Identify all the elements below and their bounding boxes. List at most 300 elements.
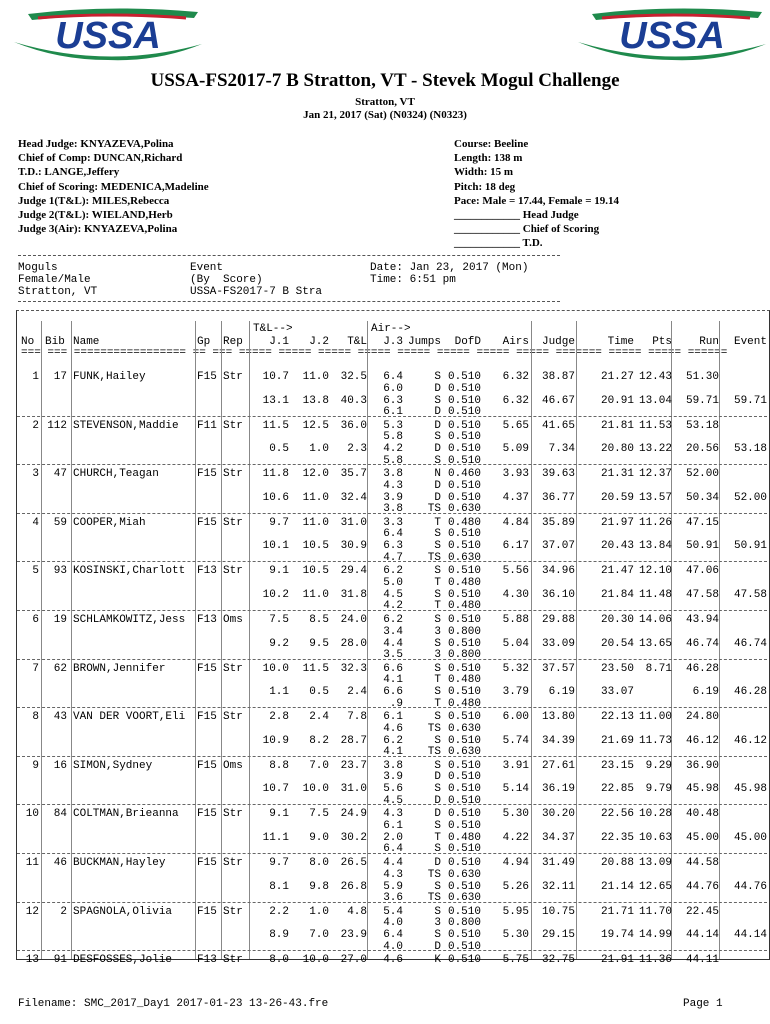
athlete-1-run1-judge: 38.87: [541, 371, 575, 383]
athlete-4-run1-tl: 31.0: [340, 516, 367, 529]
athlete-11-run2-airs: 5.26: [502, 880, 529, 893]
athlete-8-run1-j3-2: 4.6: [383, 722, 403, 735]
athlete-12-run1-dofd-1: 0.510: [447, 905, 481, 918]
athlete-4-gp: F15: [197, 516, 217, 529]
athlete-3-gp: F15: [197, 468, 217, 481]
athlete-11-run2-run: 44.76: [685, 880, 719, 893]
header-j2: J.2: [309, 336, 329, 348]
athlete-11-run2-j2: 9.8: [309, 880, 329, 893]
footer-page: Page 1: [683, 998, 723, 1010]
athlete-9-run2-j3-2: 4.5: [383, 794, 403, 807]
athlete-10-run1-jump-2: S: [434, 819, 441, 832]
athlete-11-gp: F15: [197, 857, 217, 869]
athlete-11-run1-judge: 31.49: [541, 857, 575, 869]
officials-left: [18, 137, 209, 236]
athlete-4-run1-j3-2: 6.4: [383, 528, 403, 541]
athlete-13-run1-dofd-1: 0.510: [447, 954, 481, 967]
athlete-8-run1-jump-1: S: [434, 711, 441, 724]
athlete-12-event: 44.14: [733, 929, 767, 942]
athlete-13-gp: F13: [197, 954, 217, 967]
athlete-7-run1-time: 23.50: [600, 662, 634, 675]
athlete-4-run2-tl: 30.9: [340, 540, 367, 553]
athlete-9-run1-jump-2: D: [434, 771, 441, 784]
athlete-10-name: COLTMAN,Brieanna: [73, 808, 179, 821]
athlete-3-run2-j3-1: 3.9: [383, 491, 403, 504]
athlete-8-run2-airs: 5.74: [502, 734, 529, 747]
athlete-2-run1-jump-2: S: [434, 431, 441, 444]
athlete-1-run1-time: 21.27: [600, 371, 634, 383]
athlete-12-name: SPAGNOLA,Olivia: [73, 905, 173, 918]
athlete-9-run1-judge: 27.61: [541, 759, 575, 772]
athlete-7-run1-j2: 11.5: [302, 662, 329, 675]
athlete-8-run2-jump-2: TS: [427, 746, 441, 759]
athlete-10-run1-airs: 5.30: [502, 808, 529, 821]
athlete-3-run1-jump-2: D: [434, 479, 441, 492]
athlete-5-run2-j1: 10.2: [262, 588, 289, 601]
athlete-5-run1-j1: 9.1: [269, 565, 289, 578]
athlete-8-rep: Str: [223, 711, 243, 724]
athlete-5-run1-j3-2: 5.0: [383, 576, 403, 589]
athlete-7-run2-airs: 3.79: [502, 686, 529, 699]
athlete-5-run1-jump-1: S: [434, 565, 441, 578]
athlete-6-run1-j2: 8.5: [309, 614, 329, 626]
athlete-10-no: 10: [25, 808, 39, 821]
athlete-3-run1-pts: 12.37: [638, 468, 672, 481]
ussa-logo-right: [572, 4, 770, 64]
athlete-7-run2-j3-1: 6.6: [383, 686, 403, 699]
athlete-4-run2-airs: 6.17: [502, 540, 529, 553]
athlete-5-run1-time: 21.47: [600, 565, 634, 578]
athlete-6-run2-run: 46.74: [685, 637, 719, 650]
athlete-8-run2-run: 46.12: [685, 734, 719, 747]
athlete-11-no: 11: [25, 857, 39, 869]
column-separator: [41, 321, 42, 959]
athlete-6-run2-j1: 9.2: [269, 637, 289, 650]
athlete-4-run2-dofd-2: 0.630: [447, 551, 481, 564]
official-td: T.D.: LANGE,Jeffery: [18, 166, 120, 179]
athlete-10-run2-j3-1: 2.0: [383, 831, 403, 844]
athlete-10-run1-tl: 24.9: [340, 808, 367, 821]
athlete-4-run1-j1: 9.7: [269, 516, 289, 529]
athlete-2-gp: F11: [197, 419, 217, 432]
row-separator: [17, 464, 767, 465]
athlete-11-run1-jump-1: D: [434, 857, 441, 869]
logo-text-right: USSA: [619, 15, 725, 57]
athlete-5-run1-dofd-2: 0.480: [447, 576, 481, 589]
header-j1: J.1: [269, 336, 289, 348]
athlete-7-run1-j1: 10.0: [262, 662, 289, 675]
athlete-3-run1-jump-1: N: [434, 468, 441, 481]
athlete-1-run1-j3-1: 6.4: [383, 371, 403, 383]
athlete-7-run1-j3-1: 6.6: [383, 662, 403, 675]
athlete-4-run2-jump-2: TS: [427, 551, 441, 564]
athlete-8-no: 8: [32, 711, 39, 724]
athlete-3-run1-time: 21.31: [600, 468, 634, 481]
athlete-12-run2-j1: 8.9: [269, 929, 289, 942]
athlete-4-run2-run: 50.91: [685, 540, 719, 553]
athlete-8-run2-tl: 28.7: [340, 734, 367, 747]
athlete-12-run1-judge: 10.75: [541, 905, 575, 918]
athlete-3-run2-pts: 13.57: [638, 491, 672, 504]
athlete-6-run2-jump-2: 3: [434, 649, 441, 661]
athlete-6-run1-airs: 5.88: [502, 614, 529, 626]
athlete-12-run1-j3-1: 5.4: [383, 905, 403, 918]
athlete-9-run1-j3-2: 3.9: [383, 771, 403, 784]
event-discipline: Moguls: [18, 262, 58, 274]
athlete-3-run2-airs: 4.37: [502, 491, 529, 504]
athlete-6-run2-jump-1: S: [434, 637, 441, 650]
athlete-12-run1-jump-2: 3: [434, 917, 441, 930]
athlete-8-run1-j3-1: 6.1: [383, 711, 403, 724]
athlete-9-run2-run: 45.98: [685, 783, 719, 796]
athlete-11-bib: 46: [53, 857, 67, 869]
athlete-4-run2-time: 20.43: [600, 540, 634, 553]
athlete-1-run2-j2: 13.8: [302, 394, 329, 407]
athlete-8-run2-j3-1: 6.2: [383, 734, 403, 747]
athlete-9-rep: Oms: [223, 759, 243, 772]
athlete-7-run1-pts: 8.71: [645, 662, 672, 675]
athlete-8-run1-pts: 11.00: [638, 711, 672, 724]
athlete-3-run2-dofd-1: 0.510: [447, 491, 481, 504]
athlete-9-run2-judge: 36.19: [541, 783, 575, 796]
athlete-11-run1-time: 20.88: [600, 857, 634, 869]
athlete-3-run1-j2: 12.0: [302, 468, 329, 481]
athlete-12-run2-run: 44.14: [685, 929, 719, 942]
athlete-9-run2-airs: 5.14: [502, 783, 529, 796]
athlete-12-run1-j1: 2.2: [269, 905, 289, 918]
athlete-6-run1-jump-1: S: [434, 614, 441, 626]
athlete-6-run2-dofd-2: 0.800: [447, 649, 481, 661]
athlete-8-gp: F15: [197, 711, 217, 724]
athlete-1-run1-j1: 10.7: [262, 371, 289, 383]
athlete-9-run2-jump-1: S: [434, 783, 441, 796]
athlete-5-run2-tl: 31.8: [340, 588, 367, 601]
athlete-4-run1-jump-1: T: [434, 516, 441, 529]
athlete-7-run2-judge: 6.19: [548, 686, 575, 699]
athlete-3-run1-run: 52.00: [685, 468, 719, 481]
athlete-10-run1-run: 40.48: [685, 808, 719, 821]
athlete-4-rep: Str: [223, 516, 243, 529]
athlete-2-run2-jump-1: D: [434, 443, 441, 456]
athlete-3-run2-tl: 32.4: [340, 491, 367, 504]
athlete-1-run2-j1: 13.1: [262, 394, 289, 407]
header-underline: === === ================= == === ===== ===== ===== ===== ===== ===== ===== ===== ======= ===== ===== ======: [21, 347, 728, 359]
athlete-5-run2-jump-2: T: [434, 600, 441, 613]
athlete-11-run2-j3-2: 3.6: [383, 892, 403, 904]
official-judge-3: Judge 3(Air): KNYAZEVA,Polina: [18, 223, 178, 236]
athlete-10-run2-j2: 9.0: [309, 831, 329, 844]
logo-text-left: USSA: [55, 15, 161, 57]
athlete-11-run2-jump-2: TS: [427, 892, 441, 904]
signature-td: ____________ T.D.: [454, 237, 543, 250]
athlete-8-run1-dofd-1: 0.510: [447, 711, 481, 724]
column-separator: [249, 321, 250, 959]
athlete-12-run1-j3-2: 4.0: [383, 917, 403, 930]
athlete-9-run2-j2: 10.0: [302, 783, 329, 796]
athlete-4-run1-airs: 4.84: [502, 516, 529, 529]
athlete-2-run2-j3-1: 4.2: [383, 443, 403, 456]
athlete-1-run1-jump-2: D: [434, 382, 441, 395]
athlete-7-run2-j3-2: .9: [389, 697, 403, 710]
athlete-3-run1-j1: 11.8: [262, 468, 289, 481]
athlete-10-run2-jump-1: T: [434, 831, 441, 844]
event-col-3: [370, 262, 528, 286]
athlete-13-rep: Str: [223, 954, 243, 967]
athlete-8-run2-jump-1: S: [434, 734, 441, 747]
athlete-6-run1-jump-2: 3: [434, 625, 441, 638]
athlete-7-run2-dofd-2: 0.480: [447, 697, 481, 710]
header-group-air: Air-->: [371, 323, 411, 335]
athlete-9-run1-dofd-2: 0.510: [447, 771, 481, 784]
athlete-1-rep: Str: [223, 371, 243, 383]
athlete-13-run1-tl: 27.0: [340, 954, 367, 967]
athlete-4-run2-judge: 37.07: [541, 540, 575, 553]
athlete-10-run1-judge: 30.20: [541, 808, 575, 821]
event-label: Event: [190, 262, 224, 274]
athlete-3-bib: 47: [53, 468, 67, 481]
athlete-4-run1-run: 47.15: [685, 516, 719, 529]
athlete-7-run1-run: 46.28: [685, 662, 719, 675]
athlete-12-run1-j2: 1.0: [309, 905, 329, 918]
athlete-6-run2-dofd-1: 0.510: [447, 637, 481, 650]
athlete-2-run2-run: 20.56: [685, 443, 719, 456]
athlete-11-run1-j3-2: 4.3: [383, 868, 403, 881]
athlete-8-name: VAN DER VOORT,Eli: [73, 711, 186, 724]
athlete-10-run2-tl: 30.2: [340, 831, 367, 844]
date-line: Jan 21, 2017 (Sat) (N0324) (N0323): [303, 109, 467, 121]
athlete-5-run2-time: 21.84: [600, 588, 634, 601]
athlete-11-run2-pts: 12.65: [638, 880, 672, 893]
header-name: Name: [73, 336, 100, 348]
athlete-2-name: STEVENSON,Maddie: [73, 419, 179, 432]
athlete-12-run2-airs: 5.30: [502, 929, 529, 942]
athlete-12-run2-tl: 23.9: [340, 929, 367, 942]
athlete-5-run1-pts: 12.10: [638, 565, 672, 578]
athlete-8-run2-time: 21.69: [600, 734, 634, 747]
athlete-1-run2-pts: 13.04: [638, 394, 672, 407]
athlete-11-run1-run: 44.58: [685, 857, 719, 869]
athlete-3-run1-tl: 35.7: [340, 468, 367, 481]
athlete-3-event: 52.00: [733, 491, 767, 504]
athlete-2-event: 53.18: [733, 443, 767, 456]
athlete-7-run1-j3-2: 4.1: [383, 674, 403, 687]
athlete-11-run2-judge: 32.11: [541, 880, 575, 893]
athlete-8-run1-dofd-2: 0.630: [447, 722, 481, 735]
athlete-6-rep: Oms: [223, 614, 243, 626]
athlete-10-run2-dofd-2: 0.510: [447, 843, 481, 856]
athlete-3-run2-time: 20.59: [600, 491, 634, 504]
athlete-3-run2-j1: 10.6: [262, 491, 289, 504]
row-separator: [17, 513, 767, 514]
athlete-2-rep: Str: [223, 419, 243, 432]
header-airs: Airs: [502, 336, 529, 348]
athlete-3-run2-dofd-2: 0.630: [447, 503, 481, 516]
header-jumps: Jumps: [407, 336, 441, 348]
athlete-6-run1-tl: 24.0: [340, 614, 367, 626]
athlete-12-run1-jump-1: S: [434, 905, 441, 918]
athlete-12-run2-jump-2: D: [434, 940, 441, 953]
athlete-11-run1-dofd-1: 0.510: [447, 857, 481, 869]
athlete-6-no: 6: [32, 614, 39, 626]
athlete-13-run1-j2: 10.0: [302, 954, 329, 967]
athlete-11-run1-j2: 8.0: [309, 857, 329, 869]
footer-filename: Filename: SMC_2017_Day1 2017-01-23 13-26-43.fre: [18, 998, 329, 1010]
athlete-7-gp: F15: [197, 662, 217, 675]
athlete-8-run2-j2: 8.2: [309, 734, 329, 747]
athlete-2-run2-time: 20.80: [600, 443, 634, 456]
athlete-1-run1-j3-2: 6.0: [383, 382, 403, 395]
header-no: No: [21, 336, 35, 348]
athlete-6-run2-j3-2: 3.5: [383, 649, 403, 661]
athlete-7-run2-run: 6.19: [692, 686, 719, 699]
results-table: [16, 310, 770, 967]
athlete-1-bib: 17: [53, 371, 67, 383]
athlete-3-name: CHURCH,Teagan: [73, 468, 159, 481]
athlete-8-run1-airs: 6.00: [502, 711, 529, 724]
athlete-12-run2-j3-2: 4.0: [383, 940, 403, 953]
athlete-8-run2-pts: 11.73: [638, 734, 672, 747]
athlete-6-run1-j3-1: 6.2: [383, 614, 403, 626]
athlete-3-run2-jump-1: D: [434, 491, 441, 504]
event-time: Time: 6:51 pm: [370, 274, 456, 286]
column-separator: [367, 321, 368, 959]
athlete-7-run1-dofd-1: 0.510: [447, 662, 481, 675]
athlete-2-run1-pts: 11.53: [638, 419, 672, 432]
header-tl: T&L: [347, 336, 367, 348]
athlete-5-run2-j3-1: 4.5: [383, 588, 403, 601]
athlete-8-run1-run: 24.80: [685, 711, 719, 724]
athlete-13-run1-j3-1: 4.6: [383, 954, 403, 967]
athlete-12-run2-judge: 29.15: [541, 929, 575, 942]
row-separator: [17, 902, 767, 903]
athlete-2-run1-airs: 5.65: [502, 419, 529, 432]
athlete-12-no: 12: [25, 905, 39, 918]
athlete-7-run1-jump-1: S: [434, 662, 441, 675]
athlete-6-event: 46.74: [733, 637, 767, 650]
athlete-8-run1-j2: 2.4: [309, 711, 329, 724]
athlete-11-run1-j1: 9.7: [269, 857, 289, 869]
course-name: Course: Beeline: [454, 138, 529, 150]
location: Stratton, VT: [355, 96, 415, 108]
athlete-10-run2-dofd-1: 0.480: [447, 831, 481, 844]
athlete-6-bib: 19: [53, 614, 67, 626]
row-separator: [17, 853, 767, 854]
course-width: Width: 15 m: [454, 166, 514, 179]
athlete-11-run1-airs: 4.94: [502, 857, 529, 869]
athlete-1-name: FUNK,Hailey: [73, 371, 146, 383]
athlete-4-run1-j2: 11.0: [302, 516, 329, 529]
athlete-7-run2-dofd-1: 0.510: [447, 686, 481, 699]
row-separator: [17, 561, 767, 562]
athlete-5-run2-run: 47.58: [685, 588, 719, 601]
athlete-5-run1-dofd-1: 0.510: [447, 565, 481, 578]
athlete-6-run2-j3-1: 4.4: [383, 637, 403, 650]
athlete-3-run2-j3-2: 3.8: [383, 503, 403, 516]
athlete-2-run1-judge: 41.65: [541, 419, 575, 432]
row-separator: [17, 804, 767, 805]
athlete-11-run1-dofd-2: 0.630: [447, 868, 481, 881]
athlete-6-run1-time: 20.30: [600, 614, 634, 626]
athlete-13-run1-time: 21.91: [600, 954, 634, 967]
athlete-5-name: KOSINSKI,Charlott: [73, 565, 186, 578]
event-gender: Female/Male: [18, 274, 91, 286]
athlete-2-run1-dofd-1: 0.510: [447, 419, 481, 432]
athlete-12-gp: F15: [197, 905, 217, 918]
athlete-9-run1-tl: 23.7: [340, 759, 367, 772]
athlete-12-run2-j3-1: 6.4: [383, 929, 403, 942]
row-separator: [17, 416, 767, 417]
header-j3: J.3: [383, 336, 403, 348]
athlete-2-run2-j3-2: 5.8: [383, 454, 403, 467]
athlete-2-run2-judge: 7.34: [548, 443, 575, 456]
athlete-6-run1-dofd-1: 0.510: [447, 614, 481, 626]
athlete-9-run2-dofd-1: 0.510: [447, 783, 481, 796]
athlete-3-run2-j2: 11.0: [302, 491, 329, 504]
athlete-10-run2-pts: 10.63: [638, 831, 672, 844]
athlete-6-run2-time: 20.54: [600, 637, 634, 650]
athlete-12-run1-dofd-2: 0.800: [447, 917, 481, 930]
athlete-10-run2-time: 22.35: [600, 831, 634, 844]
athlete-13-run1-run: 44.11: [685, 954, 719, 967]
athlete-1-no: 1: [32, 371, 39, 383]
athlete-5-run1-judge: 34.96: [541, 565, 575, 578]
athlete-12-run1-airs: 5.95: [502, 905, 529, 918]
athlete-3-no: 3: [32, 468, 39, 481]
athlete-5-run2-airs: 4.30: [502, 588, 529, 601]
athlete-13-no: 13: [25, 954, 39, 967]
athlete-7-rep: Str: [223, 662, 243, 675]
athlete-1-event: 59.71: [733, 394, 767, 407]
athlete-10-run1-dofd-1: 0.510: [447, 808, 481, 821]
athlete-5-no: 5: [32, 565, 39, 578]
athlete-1-run1-run: 51.30: [685, 371, 719, 383]
athlete-13-name: DESFOSSES,Jolie: [73, 954, 173, 967]
athlete-4-run1-dofd-1: 0.480: [447, 516, 481, 529]
header-time: Time: [607, 336, 634, 348]
athlete-9-event: 45.98: [733, 783, 767, 796]
athlete-4-run2-j3-2: 4.7: [383, 551, 403, 564]
signature-head-judge: ____________ Head Judge: [454, 209, 579, 222]
athlete-10-run1-j3-2: 6.1: [383, 819, 403, 832]
athlete-12-run2-jump-1: S: [434, 929, 441, 942]
athlete-9-run1-pts: 9.29: [645, 759, 672, 772]
athlete-4-run2-dofd-1: 0.510: [447, 540, 481, 553]
row-separator: [17, 707, 767, 708]
athlete-10-run2-run: 45.00: [685, 831, 719, 844]
athlete-5-run2-dofd-1: 0.510: [447, 588, 481, 601]
official-chief-scoring: Chief of Scoring: MEDENICA,Madeline: [18, 180, 209, 193]
athlete-1-run2-j3-1: 6.3: [383, 394, 403, 407]
athlete-1-run2-j3-2: 6.1: [383, 406, 403, 418]
athlete-1-run1-jump-1: S: [434, 371, 441, 383]
athlete-9-run1-j3-1: 3.8: [383, 759, 403, 772]
event-code: USSA-FS2017-7 B Stra: [190, 286, 323, 298]
athlete-10-run2-jump-2: S: [434, 843, 441, 856]
athlete-6-run1-judge: 29.88: [541, 614, 575, 626]
athlete-2-bib: 112: [47, 419, 67, 432]
athlete-4-run1-jump-2: S: [434, 528, 441, 541]
athlete-9-no: 9: [32, 759, 39, 772]
athlete-11-run1-j3-1: 4.4: [383, 857, 403, 869]
athlete-9-run2-dofd-2: 0.510: [447, 794, 481, 807]
athlete-2-run1-j3-1: 5.3: [383, 419, 403, 432]
athlete-11-run1-pts: 13.09: [638, 857, 672, 869]
athlete-10-gp: F15: [197, 808, 217, 821]
athlete-9-run2-j3-1: 5.6: [383, 783, 403, 796]
athlete-5-run2-j3-2: 4.2: [383, 600, 403, 613]
event-col-2: [190, 262, 322, 298]
athlete-6-run2-j2: 9.5: [309, 637, 329, 650]
